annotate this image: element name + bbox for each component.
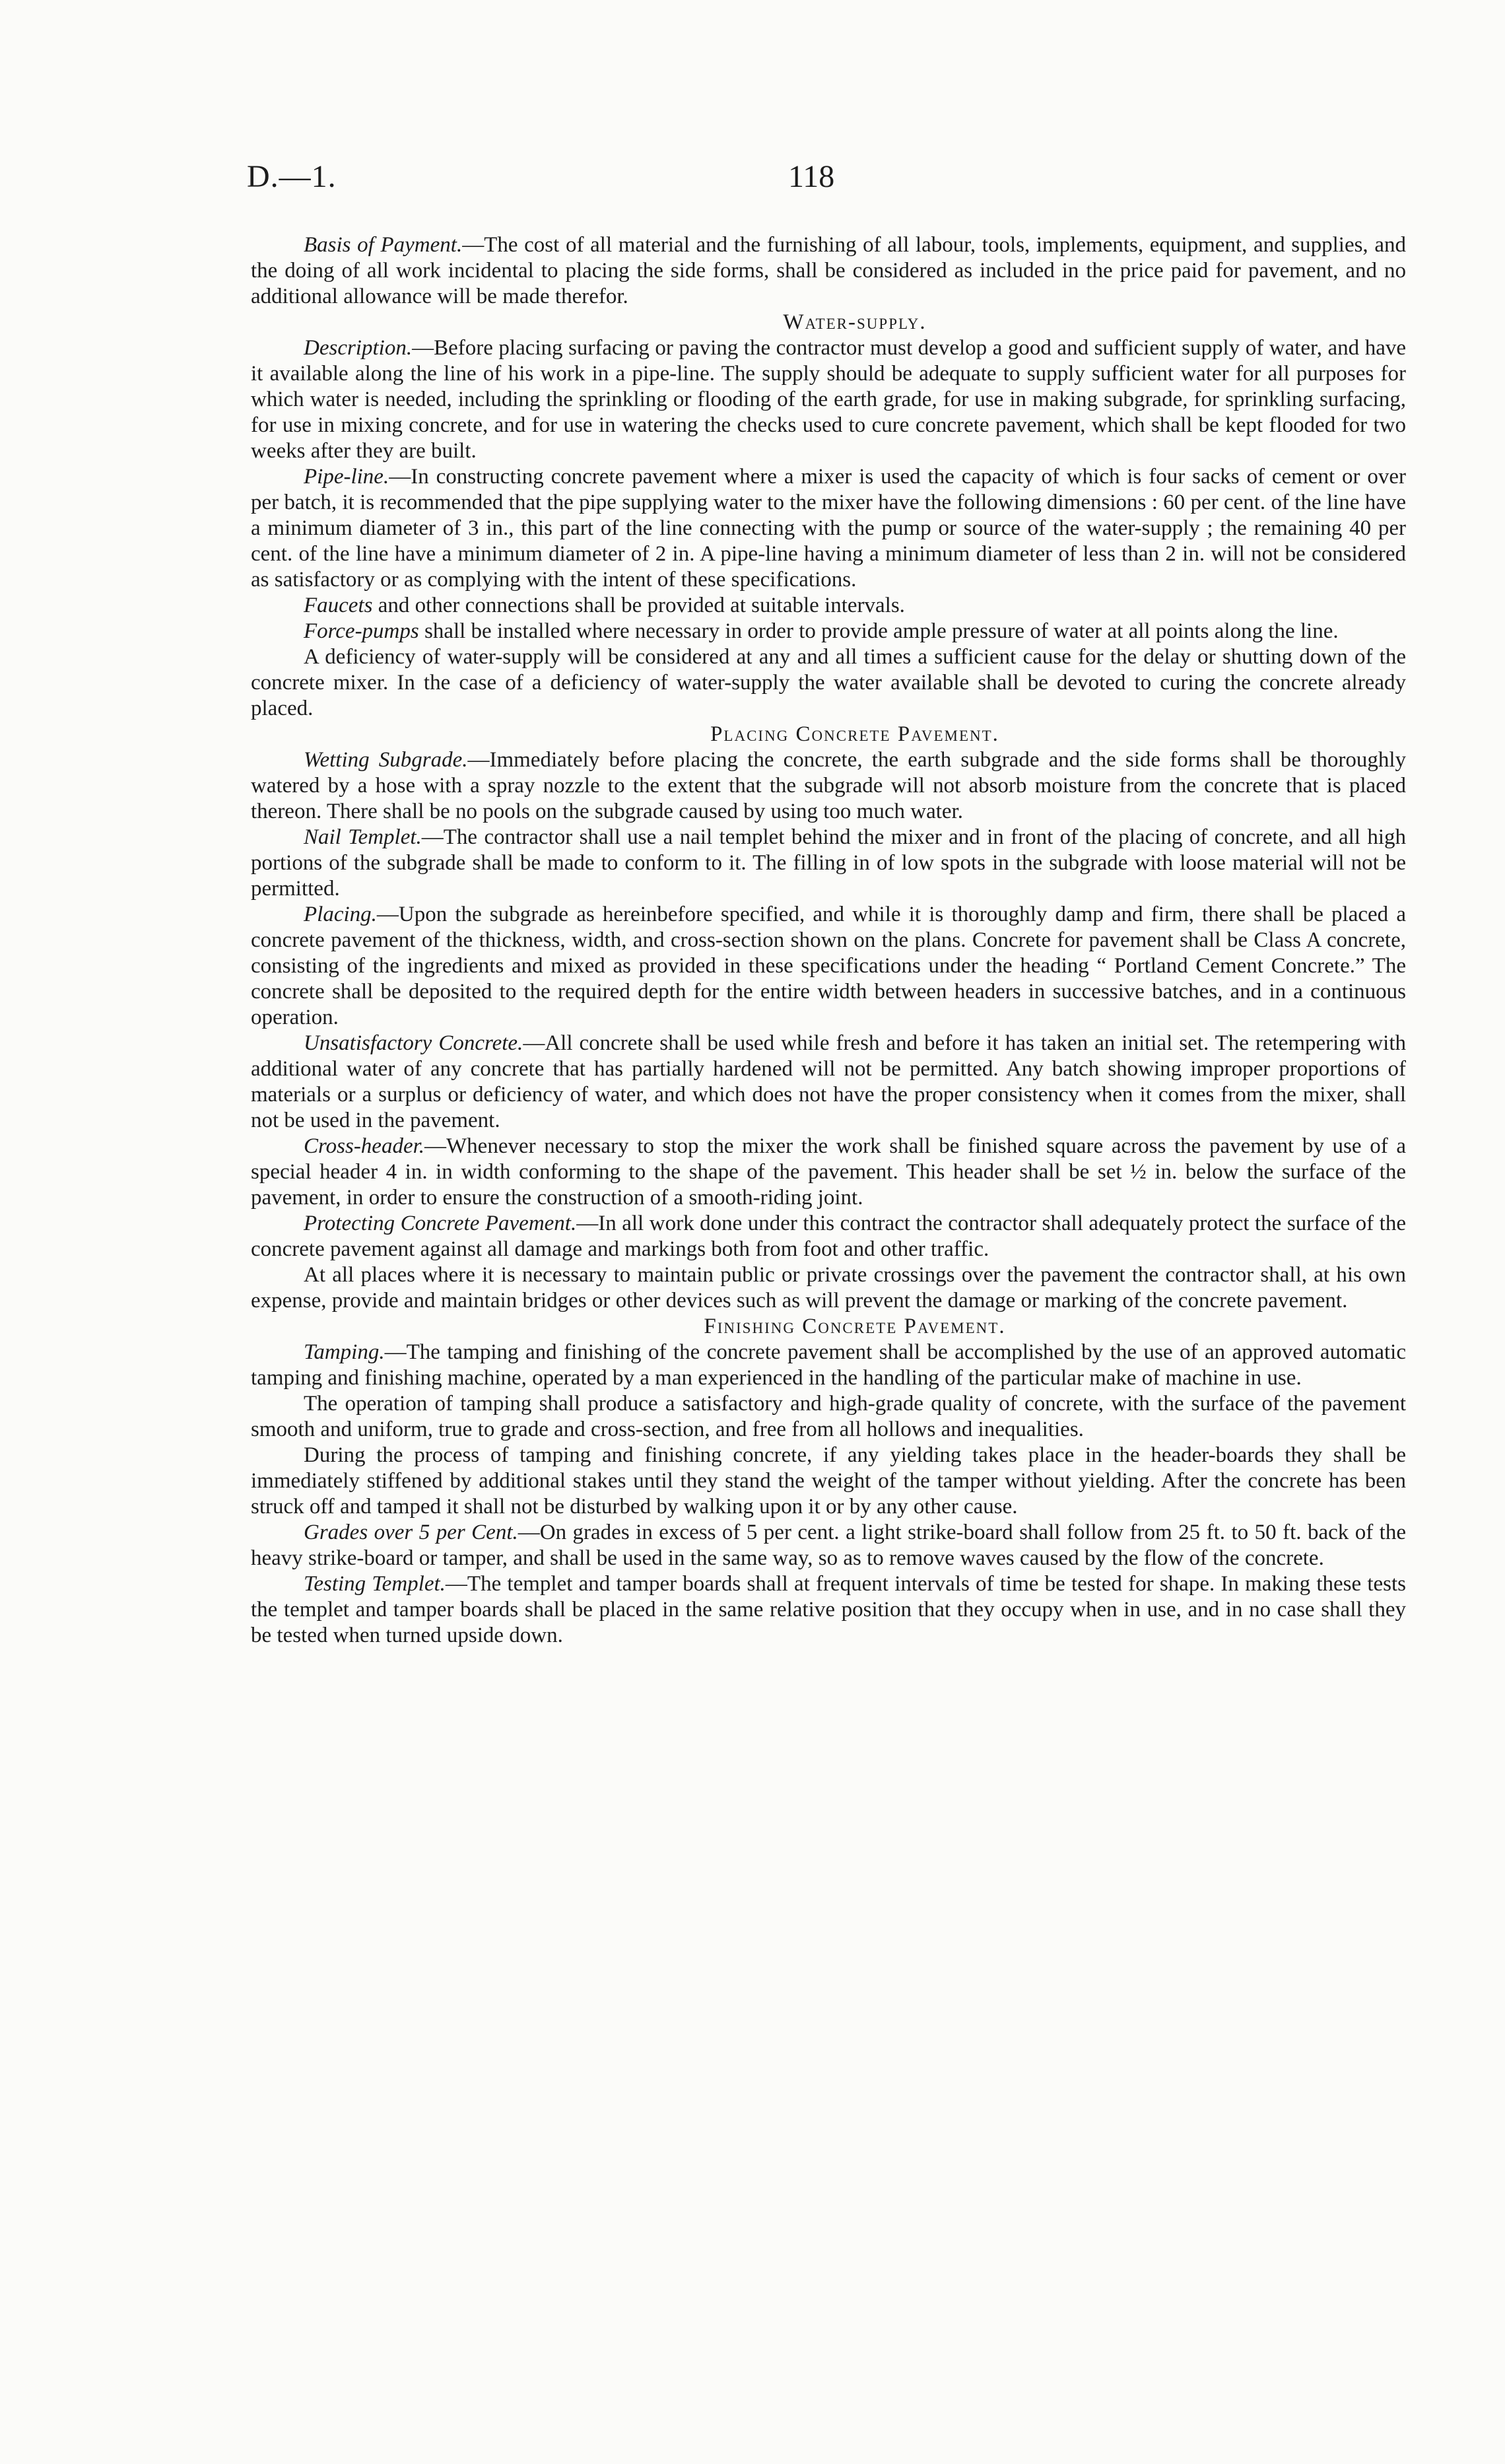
run-in-heading: Pipe-line.: [304, 465, 389, 489]
paragraph-text: shall be installed where necessary in order to provide ample pressure of water at all points along the line.: [418, 619, 1339, 643]
paragraph-tamping: [251, 1340, 1406, 1391]
run-in-heading: Wetting Subgrade.: [304, 748, 468, 772]
paragraph-protecting-concrete: [251, 1211, 1406, 1262]
paragraph-unsatisfactory-concrete: [251, 1031, 1406, 1134]
section-heading-water-supply: Water-supply.: [783, 310, 927, 334]
paragraph-header-boards: During the process of tamping and finishing concrete, if any yielding takes place in the header-boards they shall be immediately stiffened by additional stakes until they stand the weight of the tamper without yielding. After the concrete has been struck off and tamped it shall not be disturbed by walking upon it or by any other cause.: [251, 1443, 1406, 1519]
paragraph-cross-header: [251, 1134, 1406, 1211]
page-number: 118: [788, 159, 835, 194]
paragraph-grades: [251, 1520, 1406, 1571]
paragraph-text: —Before placing surfacing or paving the contractor must develop a good and sufficient supply of water, and have it available along the line of his work in a pipe-line. The supply should be adequate to supply sufficient water for all purposes for which water is needed, including the sprinkling or flooding of the earth grade, for use in making subgrade, for sprinkling surfacing, for use in mixing concrete, and for use in watering the checks used to cure concrete pavement, which shall be kept flooded for two weeks after they are built.: [251, 336, 1406, 463]
paragraph-text: —The cost of all material and the furnishing of all labour, tools, implements, equipment, and supplies, and the doing of all work incidental to placing the side forms, shall be considered as included in the price paid for pavement, and no additional allowance will be made therefor.: [251, 233, 1406, 308]
paragraph-text: —The contractor shall use a nail templet behind the mixer and in front of the placing of concrete, and all high portions of the subgrade shall be made to conform to it. The filling in of low spots in the subgrade with loose material will not be permitted.: [251, 825, 1406, 901]
paragraph-text: —Upon the subgrade as hereinbefore specified, and while it is thoroughly damp and firm, there shall be placed a concrete pavement of the thickness, width, and cross-section shown on the plans. Concrete for pavement shall be Class A concrete, consisting of the ingredients and mixed as provided in these specifications under the heading “ Portland Cement Concrete.” The concrete shall be deposited to the required depth for the entire width between headers in successive batches, and in a continuous operation.: [251, 903, 1406, 1029]
paragraph-text: —Immediately before placing the concrete, the earth subgrade and the side forms shall be thoroughly watered by a hose with a spray nozzle to the extent that the subgrade will not absorb moisture from the concrete that is placed thereon. There shall be no pools on the subgrade caused by using too much water.: [251, 748, 1406, 823]
paragraph-pipe-line: [251, 464, 1406, 593]
run-in-heading: Testing Templet.: [304, 1572, 446, 1596]
document-body: [251, 232, 1406, 1649]
paragraph-basis-of-payment: [251, 232, 1406, 310]
paragraph-faucets: [251, 593, 1406, 619]
paragraph-text: —In all work done under this contract the contractor shall adequately protect the surface of the concrete pavement against all damage and markings both from foot and other traffic.: [251, 1212, 1406, 1261]
run-in-heading: Tamping.: [304, 1340, 385, 1364]
section-heading-finishing: Finishing Concrete Pavement.: [704, 1315, 1006, 1338]
run-in-heading: Cross-header.: [304, 1134, 425, 1158]
paragraph-description: [251, 335, 1406, 464]
paragraph-text: —Whenever necessary to stop the mixer the work shall be finished square across the pavement by use of a special header 4 in. in width conforming to the shape of the pavement. This header shall be set ½ in. below the surface of the pavement, in order to ensure the construction of a smooth-riding joint.: [251, 1134, 1406, 1210]
paragraph-nail-templet: [251, 825, 1406, 902]
paragraph-crossings: At all places where it is necessary to maintain public or private crossings over the pavement the contractor shall, at his own expense, provide and maintain bridges or other devices such as will prevent the damage or marking of the concrete pavement.: [251, 1263, 1406, 1313]
run-in-heading: Nail Templet.: [304, 825, 422, 849]
run-in-heading: Description.: [304, 336, 413, 360]
run-in-heading: Protecting Concrete Pavement.: [304, 1212, 577, 1235]
run-in-heading: Grades over 5 per Cent.: [304, 1521, 518, 1544]
run-in-heading: Placing.: [304, 903, 377, 926]
paragraph-text: —The templet and tamper boards shall at frequent intervals of time be tested for shape. In making these tests the templet and tamper boards shall be placed in the same relative position that they occupy when in use, and in no case shall they be tested when turned upside down.: [251, 1572, 1406, 1647]
run-in-heading: Force-pumps: [304, 619, 419, 643]
paragraph-deficiency: A deficiency of water-supply will be considered at any and all times a sufficient cause for the delay or shutting down of the concrete mixer. In the case of a deficiency of water-supply the water available shall be devoted to curing the concrete already placed.: [251, 645, 1406, 720]
paragraph-text: —On grades in excess of 5 per cent. a light strike-board shall follow from 25 ft. to 50 ft. back of the heavy strike-board or tamper, and shall be used in the same way, so as to remove waves caused by the flow of the concrete.: [251, 1521, 1406, 1570]
paragraph-text: and other connections shall be provided at suitable intervals.: [372, 594, 905, 617]
paragraph-text: —The tamping and finishing of the concrete pavement shall be accomplished by the use of an approved automatic tamping and finishing machine, operated by a man experienced in the handling of the particular make of machine in use.: [251, 1340, 1406, 1390]
page-header: [247, 158, 1409, 211]
run-in-heading: Faucets: [304, 594, 373, 617]
run-in-heading: Unsatisfactory Concrete.: [304, 1031, 523, 1055]
paragraph-testing-templet: [251, 1571, 1406, 1649]
run-in-heading: Basis of Payment.: [304, 233, 463, 257]
section-heading-placing: Placing Concrete Pavement.: [710, 722, 999, 746]
paragraph-placing: [251, 902, 1406, 1031]
paragraph-wetting-subgrade: [251, 747, 1406, 825]
paragraph-tamping-operation: The operation of tamping shall produce a satisfactory and high-grade quality of concrete, with the surface of the pavement smooth and uniform, true to grade and cross-section, and free from all hollows and inequalities.: [251, 1392, 1406, 1441]
paragraph-text: —In constructing concrete pavement where a mixer is used the capacity of which is four sacks of cement or over per batch, it is recommended that the pipe supplying water to the mixer have the following dimensions : 60 per cent. of the line have a minimum diameter of 3 in., this part of the line connecting with the pump or source of the water-supply ; the remaining 40 per cent. of the line have a minimum diameter of 2 in. A pipe-line having a minimum diameter of less than 2 in. will not be considered as satisfactory or as complying with the intent of these specifications.: [251, 465, 1406, 592]
paragraph-force-pumps: [251, 619, 1406, 644]
document-reference: D.—1.: [247, 159, 337, 194]
paragraph-text: —All concrete shall be used while fresh and before it has taken an initial set. The retempering with additional water of any concrete that has partially hardened will not be permitted. Any batch showing improper proportions of materials or a surplus or deficiency of water, and which does not have the proper consistency when it comes from the mixer, shall not be used in the pavement.: [251, 1031, 1406, 1132]
